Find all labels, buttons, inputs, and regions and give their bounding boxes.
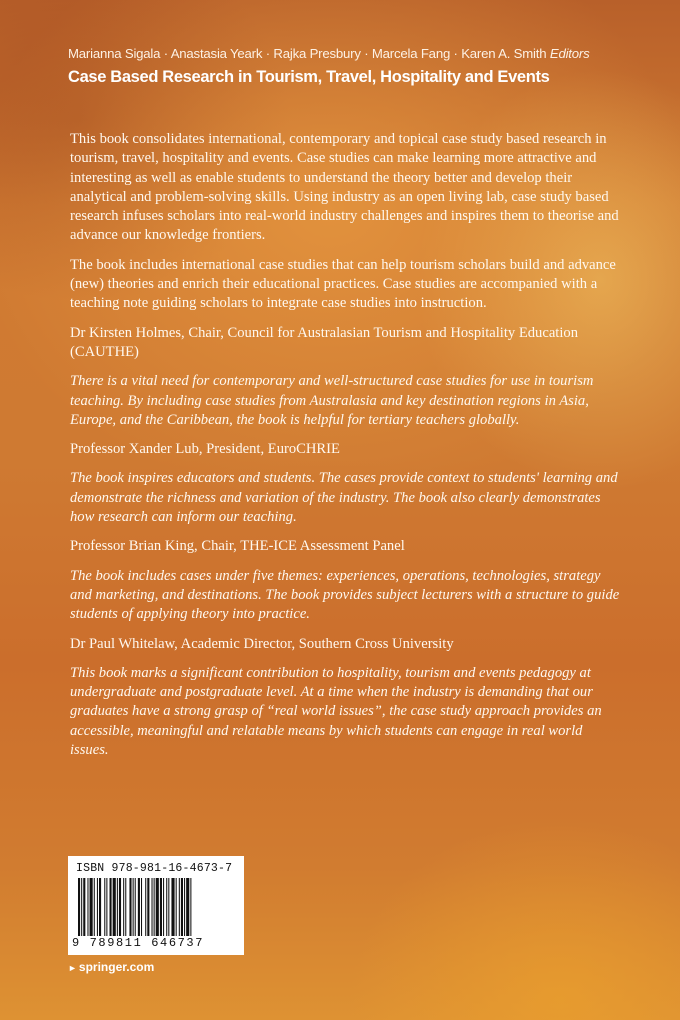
barcode-bar bbox=[190, 878, 191, 936]
barcode-bar bbox=[83, 878, 85, 936]
barcode-bar bbox=[135, 878, 136, 936]
description-paragraph: The book includes international case studies that can help tourism scholars build and advance (new) theories and enrich their educational practices. Case studies are accompanied with a teaching note guiding scholars to integrate case studies into instruction. bbox=[70, 256, 616, 312]
barcode-bar bbox=[179, 878, 180, 936]
barcode-bar bbox=[152, 878, 153, 936]
barcode-bar bbox=[133, 878, 134, 936]
isbn-label: ISBN 978-981-16-4673-7 bbox=[76, 862, 233, 875]
barcode-bar bbox=[99, 878, 101, 936]
barcode-bar bbox=[171, 878, 174, 936]
editors-line bbox=[68, 46, 648, 61]
barcode-bar bbox=[119, 878, 121, 936]
barcode-bar bbox=[94, 878, 95, 936]
barcode-bar bbox=[90, 878, 93, 936]
barcode-bar bbox=[117, 878, 118, 936]
endorsement-quote: This book marks a significant contribution to hospitality, tourism and events pedagogy at undergraduate and postgraduate level. At a time when the industry is demanding that our graduates have a strong grasp of “real world issues”, the case study approach provides an accessible, meaningful and relatable means by which students can engage in real world issues. bbox=[70, 664, 602, 759]
barcode-digits: 9 789811 646737 bbox=[72, 936, 205, 950]
endorsement-quote: The book includes cases under five themes: experiences, operations, technologies, strategy and marketing, and destinations. The book provides subject lecturers with a structure to guide students of applying theory into practice. bbox=[70, 567, 620, 623]
endorsement-author: Dr Kirsten Holmes, Chair, Council for Australasian Tourism and Hospitality Education (CAUTHE) bbox=[70, 324, 579, 360]
barcode-bar bbox=[97, 878, 98, 936]
barcode-bar bbox=[160, 878, 162, 936]
barcode-bar bbox=[147, 878, 149, 936]
barcode-bar bbox=[184, 878, 185, 936]
description-paragraph: This book consolidates international, contemporary and topical case study based research in tourism, travel, hospitality and events. Case studies can make learning more attractive and interesting as well as enable students to understand the theory better and develop their analytical and problem-solving skills. Using industry as an open living lab, case study based research infuses scholars into real-world industry challenges and inspires them to theorise and advance our knowledge frontiers. bbox=[70, 131, 619, 244]
barcode-bar bbox=[138, 878, 140, 936]
barcode-bar bbox=[186, 878, 189, 936]
isbn-barcode bbox=[68, 856, 244, 955]
editors-names: Marianna Sigala · Anastasia Yeark · Rajka Presbury · Marcela Fang · Karen A. Smith bbox=[68, 46, 547, 61]
barcode-bar bbox=[141, 878, 142, 936]
publisher-website[interactable] bbox=[68, 960, 154, 974]
barcode-bar bbox=[123, 878, 124, 936]
endorsement-author: Dr Paul Whitelaw, Academic Director, Southern Cross University bbox=[70, 635, 454, 652]
barcode-bar bbox=[106, 878, 107, 936]
barcode-bars bbox=[78, 878, 238, 940]
arrow-icon: ► bbox=[68, 963, 77, 973]
barcode-bar bbox=[145, 878, 146, 936]
barcode-bar bbox=[110, 878, 112, 936]
barcode-bar bbox=[78, 878, 80, 936]
barcode-bar bbox=[163, 878, 164, 936]
endorsement-author: Professor Brian King, Chair, THE-ICE Assessment Panel bbox=[70, 538, 405, 555]
barcode-bar bbox=[168, 878, 169, 936]
back-cover-text bbox=[70, 130, 620, 770]
editors-role: Editors bbox=[549, 46, 590, 61]
barcode-bar bbox=[166, 878, 167, 936]
barcode-bar bbox=[113, 878, 116, 936]
barcode-bar bbox=[176, 878, 177, 936]
endorsement-author: Professor Xander Lub, President, EuroCHRIE bbox=[70, 441, 340, 458]
publisher-website-label: springer.com bbox=[78, 960, 155, 974]
barcode-bar bbox=[129, 878, 131, 936]
barcode-bar bbox=[104, 878, 105, 936]
barcode-bar bbox=[181, 878, 183, 936]
barcode-bar bbox=[154, 878, 155, 936]
endorsement-quote: There is a vital need for contemporary and well-structured case studies for use in tourism teaching. By including case studies from Australasia and key destination regions in Asia, Europe, and the Caribbean, the book is helpful for tertiary teachers globally. bbox=[70, 373, 594, 428]
book-title: Case Based Research in Tourism, Travel, Hospitality and Events bbox=[68, 68, 550, 86]
barcode-bar bbox=[87, 878, 88, 936]
barcode-bar bbox=[125, 878, 126, 936]
barcode-bar bbox=[156, 878, 159, 936]
endorsement-quote: The book inspires educators and students. The cases provide context to students' learning and demonstrate the richness and variation of the industry. The book also clearly demonstrates how research can inform our teaching. bbox=[70, 470, 618, 526]
barcode-bar bbox=[81, 878, 82, 936]
